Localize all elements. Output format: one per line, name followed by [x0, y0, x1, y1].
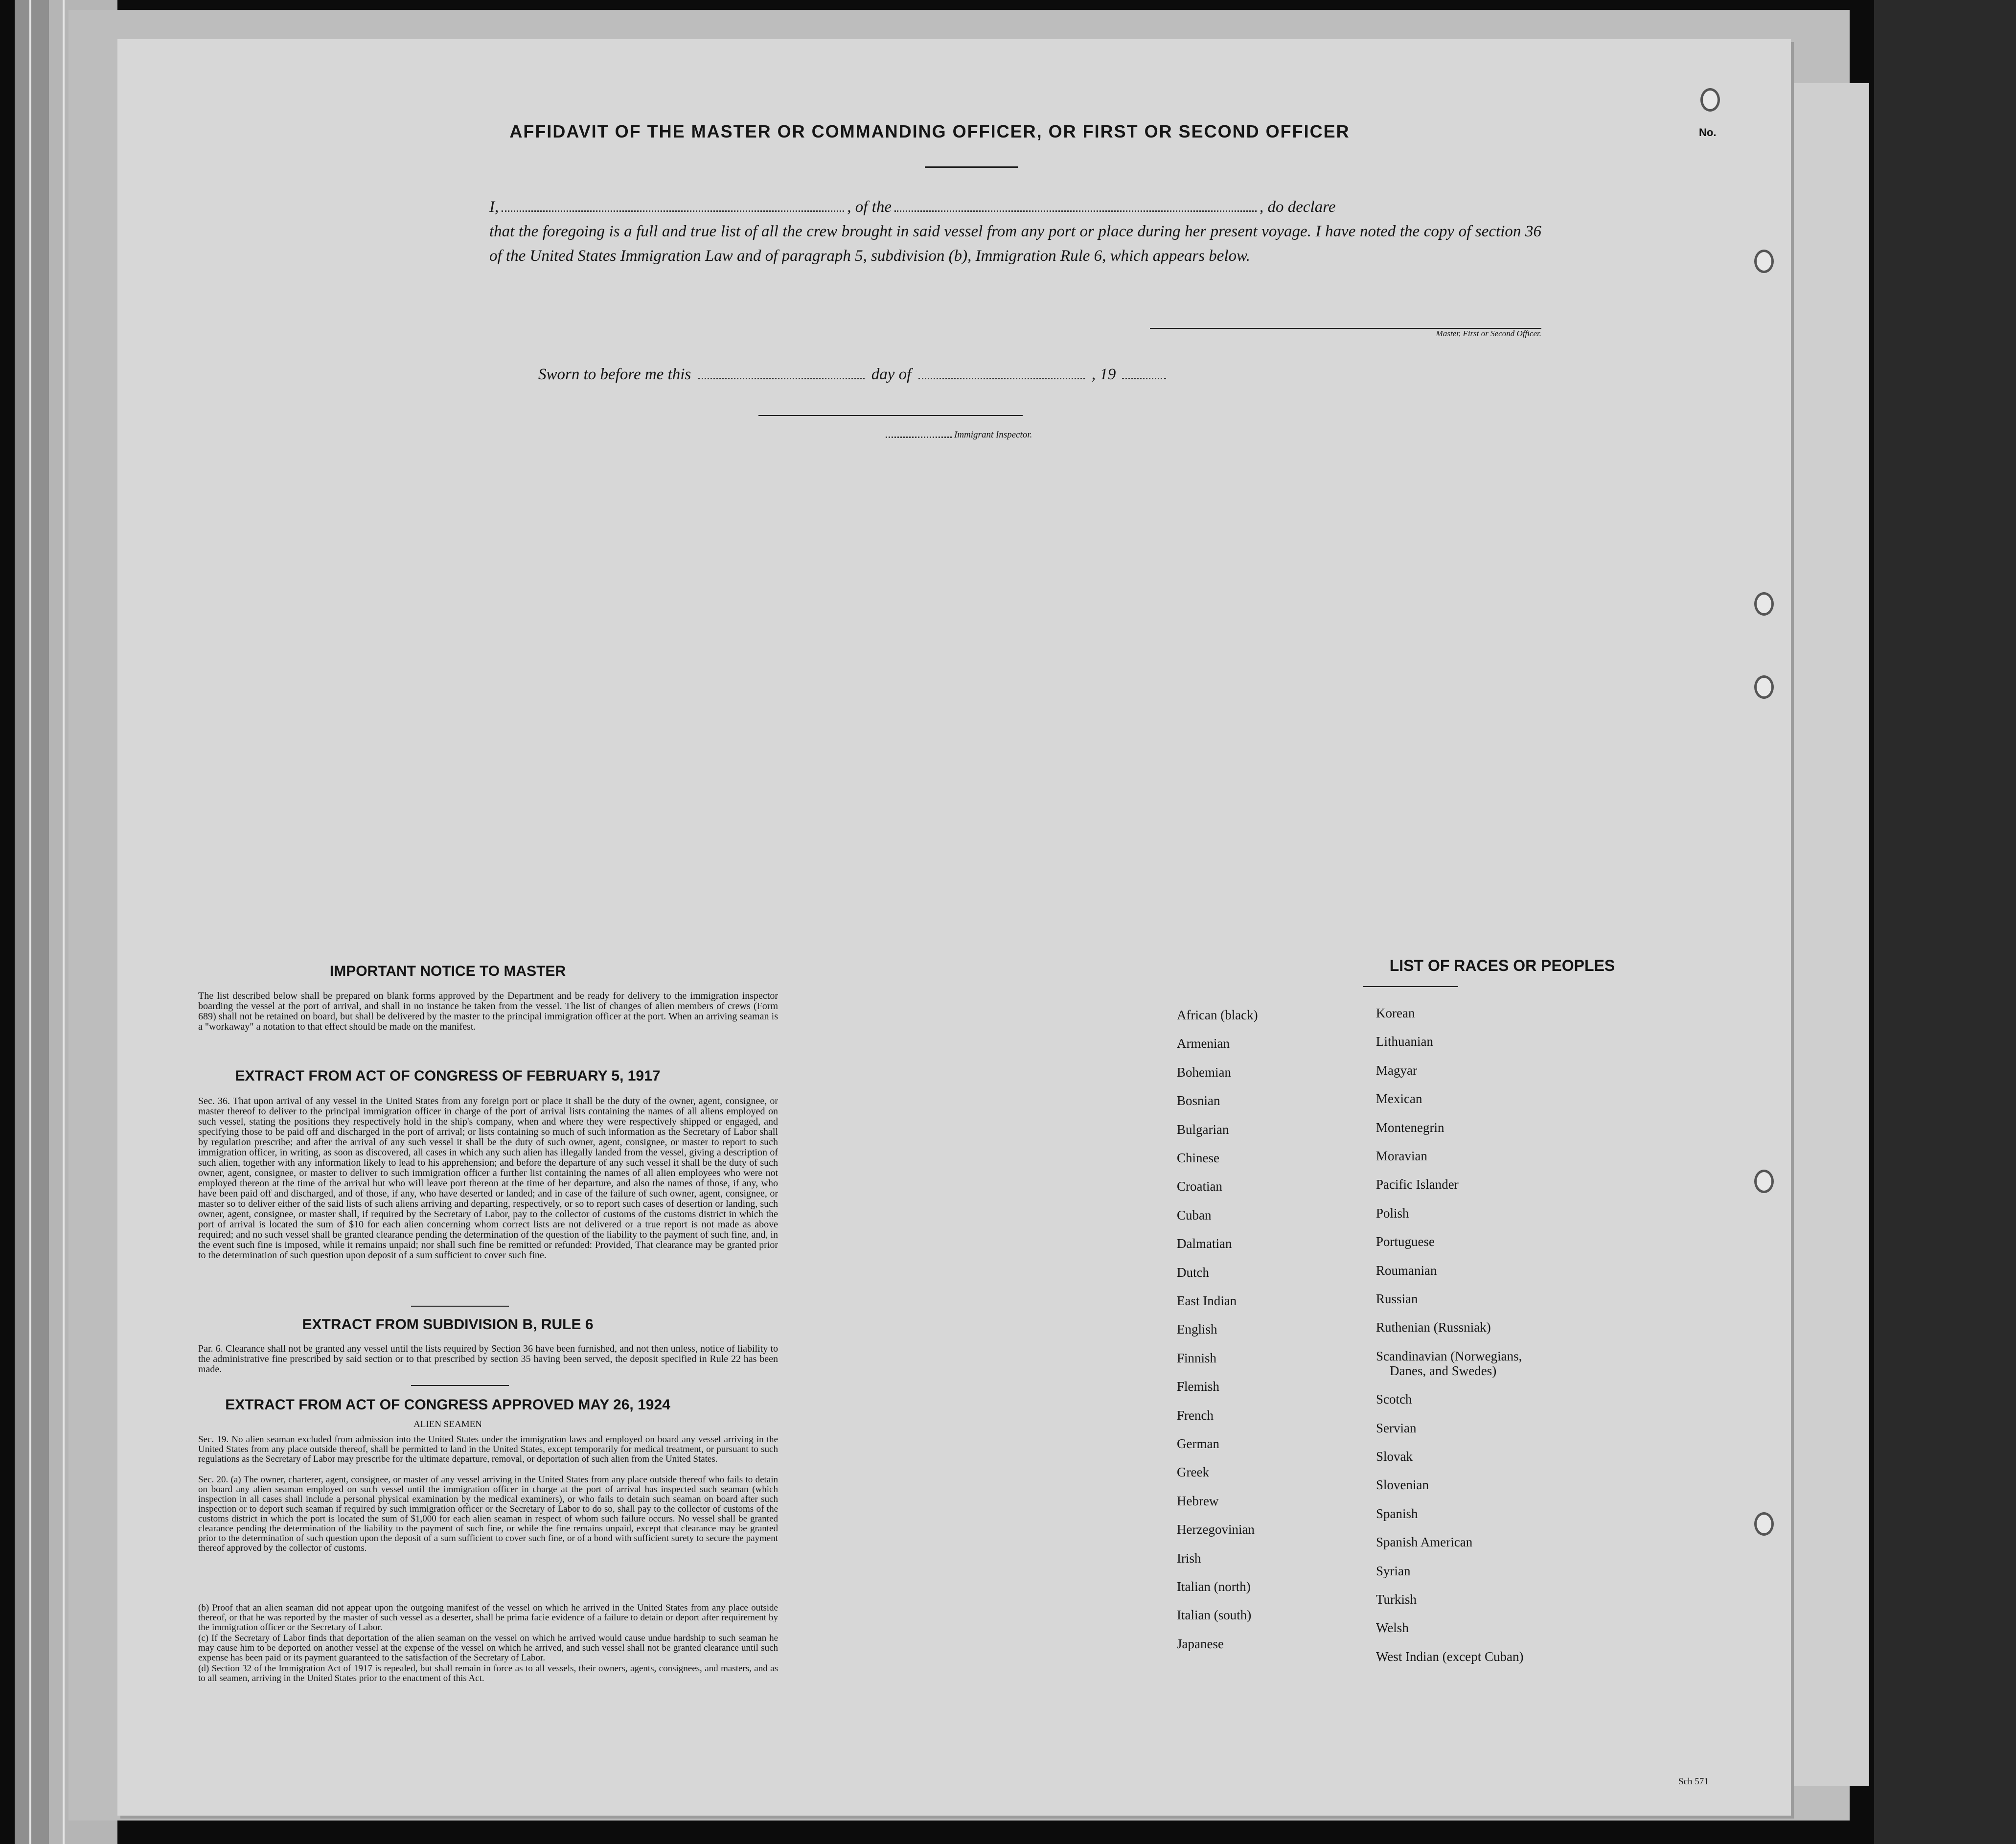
punch-hole-icon [1754, 592, 1774, 616]
race-item: Portuguese [1376, 1234, 1435, 1249]
sworn-day-of: day of [871, 366, 912, 383]
schedule-number: Sch 571 [1678, 1776, 1709, 1787]
race-item: Turkish [1376, 1592, 1417, 1607]
extract-1924-sec20b: (b) Proof that an alien seaman did not appear upon the outgoing manifest of the vessel on which he arrived in the United States from any place outside thereof, or that he was reported by the master of such vessel as a deserter, shall be prima facie evidence of a failure to detain or deport after requirement by the immigration officer or the Secretary of Labor. [198, 1603, 778, 1633]
race-item-continuation: Danes, and Swedes) [1390, 1363, 1497, 1379]
race-item: Russian [1376, 1291, 1418, 1306]
race-item: Roumanian [1376, 1263, 1437, 1278]
sworn-lead: Sworn to before me this [538, 366, 691, 383]
page-edge-line [63, 0, 65, 1844]
race-item: Korean [1376, 1006, 1415, 1020]
punch-hole-icon [1700, 88, 1720, 112]
race-item: Greek [1177, 1465, 1209, 1480]
race-item: Servian [1376, 1420, 1417, 1435]
inspector-dotted-lead [886, 437, 952, 438]
punch-hole-icon [1754, 675, 1774, 699]
extract-1917-title: EXTRACT FROM ACT OF CONGRESS OF FEBRUARY 5, 1917 [235, 1068, 661, 1084]
race-item: Dalmatian [1177, 1236, 1232, 1251]
race-item: East Indian [1177, 1293, 1237, 1308]
extract-1924-sec19: Sec. 19. No alien seaman excluded from admission into the United States under the immigration laws and employed on board any vessel arriving in the United States from any place outside thereof, shall be permitted to land in the United States, except temporarily for medical treatment, or pursuant to such regulations as the Secretary of Labor may prescribe for the ultimate departure, removal, or deportation of such alien from the United States. [198, 1434, 778, 1464]
race-item: Spanish [1376, 1506, 1418, 1521]
race-item: Bulgarian [1177, 1122, 1229, 1137]
race-item: Scotch [1376, 1392, 1412, 1407]
sworn-day-blank[interactable] [698, 378, 865, 379]
race-item: Japanese [1177, 1636, 1224, 1651]
race-item: English [1177, 1322, 1217, 1337]
section-divider [411, 1385, 509, 1386]
race-item: Italian (north) [1177, 1579, 1251, 1594]
title-divider [925, 166, 1018, 168]
race-item: Irish [1177, 1550, 1201, 1566]
race-item: Finnish [1177, 1350, 1217, 1365]
race-item: Flemish [1177, 1379, 1220, 1394]
races-divider [1363, 986, 1458, 987]
name-blank[interactable] [502, 210, 844, 212]
signature-label: Master, First or Second Officer. [1436, 329, 1541, 338]
punch-hole-icon [1754, 1512, 1774, 1536]
section-divider [411, 1306, 509, 1307]
race-item: Hebrew [1177, 1493, 1219, 1508]
rule6-text: Par. 6. Clearance shall not be granted any vessel until the lists required by Section 36 have been furnished, and not then unless, notice of liability to the administrative fine prescribed by said section or to that prescribed by section 35 having been served, the deposit specified in Rule 22 has been made. [198, 1343, 778, 1375]
race-item: German [1177, 1436, 1219, 1451]
race-item: Italian (south) [1177, 1608, 1252, 1623]
extract-1924-sec20d: (d) Section 32 of the Immigration Act of 1917 is repealed, but shall remain in force as to all vessels, their owners, agents, consignees, and masters, and as to all seamen, arriving in the United States prior to the enactment of this Act. [198, 1663, 778, 1683]
race-item: Slovak [1376, 1449, 1413, 1464]
punch-hole-icon [1754, 1170, 1774, 1193]
race-item: Bohemian [1177, 1064, 1231, 1080]
page-edge-line [29, 0, 31, 1844]
declaration-name-lead: I, [489, 198, 499, 216]
inspector-signature-line[interactable] [758, 415, 1023, 416]
race-item: Cuban [1177, 1207, 1212, 1222]
affidavit-sheet [117, 39, 1791, 1816]
race-item: Pacific Islander [1376, 1177, 1459, 1192]
extract-1924-sec20c: (c) If the Secretary of Labor finds that deportation of the alien seaman on the vessel on which he arrived would cause undue hardship to such seaman he may cause him to be deported on another vessel at the expense of the vessel on which he arrived, and such vessel shall not be granted clearance until such expense has been paid or its payment guaranteed to the satisfaction of the Secretary of Labor. [198, 1633, 778, 1663]
extract-1924-title: EXTRACT FROM ACT OF CONGRESS APPROVED MAY 26, 1924 [225, 1397, 670, 1413]
race-item: Polish [1376, 1205, 1409, 1221]
race-item: Chinese [1177, 1151, 1219, 1165]
extract-1924-sec20a: Sec. 20. (a) The owner, charterer, agent, consignee, or master of any vessel arriving in the United States from any place outside thereof who fails to detain on board any alien seaman employed on such vessel until the immigration officer in charge at the port of arrival has inspected such seaman (which inspection in all cases shall include a personal physical examination by the medical examiners), or who fails to detain such seaman on board after such inspection or to deport such seaman if required by such immigration officer or the Secretary of Labor to do so, shall pay to the collector of customs of the customs district in which the port is located the sum of $1,000 for each alien seaman in respect of whom such failure occurs. No vessel shall be granted clearance pending the determination of the liability to the payment of such fine, or while the fine remains unpaid, except that clearance may be granted prior to the determination of such question upon the deposit of a sum sufficient to cover such fine, or of a bond with sufficient surety to secure the payment thereof approved by the collector of customs. [198, 1475, 778, 1553]
binder-edge [1874, 0, 2016, 1844]
race-item: Herzegovinian [1177, 1522, 1255, 1537]
races-title: LIST OF RACES OR PEOPLES [1389, 957, 1615, 974]
race-item: Lithuanian [1376, 1034, 1433, 1049]
race-item: Welsh [1376, 1620, 1409, 1636]
race-item: Syrian [1376, 1563, 1411, 1578]
declaration-block [489, 195, 1541, 268]
race-item: Ruthenian (Russniak) [1376, 1320, 1491, 1335]
race-item: Scandinavian (Norwegians, [1376, 1348, 1522, 1363]
race-item: Montenegrin [1376, 1120, 1444, 1135]
sworn-block [538, 362, 1223, 387]
race-item: Croatian [1177, 1179, 1222, 1194]
declaration-text: that the foregoing is a full and true list of all the crew brought in said vessel from any port or place during her present voyage. I have noted the copy of section 36 of the United States Immigration Law and of paragraph 5, subdivision (b), Immigration Rule 6, which appears below. [489, 223, 1541, 265]
sworn-month-blank[interactable] [918, 378, 1085, 379]
race-item: Dutch [1177, 1265, 1209, 1280]
race-item: Bosnian [1177, 1093, 1220, 1108]
rule6-title: EXTRACT FROM SUBDIVISION B, RULE 6 [302, 1316, 594, 1333]
race-item: African (black) [1177, 1008, 1258, 1022]
form-number-label: No. [1699, 126, 1717, 138]
race-item: Moravian [1376, 1149, 1427, 1163]
race-item: West Indian (except Cuban) [1376, 1649, 1524, 1664]
race-item: Spanish American [1376, 1535, 1473, 1550]
notice-title: IMPORTANT NOTICE TO MASTER [329, 963, 566, 979]
sworn-year-blank[interactable] [1122, 378, 1166, 379]
sworn-year-lead: , 19 [1091, 366, 1116, 383]
affidavit-title: AFFIDAVIT OF THE MASTER OR COMMANDING OFFICER, OR FIRST OR SECOND OFFICER [509, 121, 1350, 141]
extract-1917-text: Sec. 36. That upon arrival of any vessel in the United States from any foreign port or place it shall be the duty of the owner, agent, consignee, or master thereof to deliver to the principal immigration officer in charge of the port of arrival lists containing the names of all aliens employed on such vessel, stating the positions they respectively hold in the ship's company, when and where they were respectively shipped or engaged, and specifying those to be paid off and discharged in the port of arrival; or lists containing so much of such information as the Secretary of Labor shall by regulation prescribe; and after the arrival of any such vessel it shall be the duty of such owner, agent, consignee, or master to report to such immigration officer, in writing, as soon as discovered, all cases in which any such alien has illegally landed from the vessel, giving a description of such alien, together with any information likely to lead to his apprehension; and before the departure of any such vessel it shall be the duty of such owner, agent, consignee, or master to deliver to such immigration officer a further list containing the names of all alien employees who were not employed thereon at the time of the arrival but who will leave port thereon at the time of her departure, and also the names of those, if any, who have been paid off and discharged, and of those, if any, who have deserted or landed; and in case of the failure of such owner, agent, consignee, or master so to deliver either of the said lists of such aliens arriving and departing, respectively, or so to report such cases of desertion or landing, such owner, agent, consignee, or master shall, if required by the Secretary of Labor, pay to the collector of customs of the customs district in which the port of arrival is located the sum of $10 for each alien concerning whom correct lists are not delivered or a true report is not made as above required; and no such vessel shall be granted clearance pending the determination of the question of the liability to the payment of such fine, and, in the event such fine is imposed, while it remains unpaid; nor shall such fine be remitted or refunded: Provided, That clearance may be granted prior to the determination of such question upon deposit of a sum sufficient to cover such fine. [198, 1096, 778, 1261]
notice-text: The list described below shall be prepared on blank forms approved by the Department and be ready for delivery to the immigration inspector boarding the vessel at the port of arrival, and shall in no instance be taken from the vessel. The list of changes of alien members of crews (Form 689) shall not be retained on board, but shall be delivered by the master to the principal immigration officer at the port. When an arriving seaman is a "workaway" a notation to that effect should be made on the manifest. [198, 991, 778, 1032]
race-item: French [1177, 1407, 1214, 1423]
declaration-declare: , do declare [1259, 198, 1336, 216]
vessel-blank[interactable] [894, 210, 1257, 212]
race-item: Mexican [1376, 1091, 1422, 1106]
race-item: Slovenian [1376, 1477, 1429, 1493]
race-item: Magyar [1376, 1062, 1417, 1078]
extract-1924-subtitle: ALIEN SEAMEN [413, 1419, 482, 1429]
background-page-edge [15, 0, 49, 1844]
declaration-vessel-lead: , of the [847, 198, 892, 216]
inspector-label: Immigrant Inspector. [954, 430, 1032, 440]
punch-hole-icon [1754, 250, 1774, 273]
race-item: Armenian [1177, 1036, 1230, 1051]
